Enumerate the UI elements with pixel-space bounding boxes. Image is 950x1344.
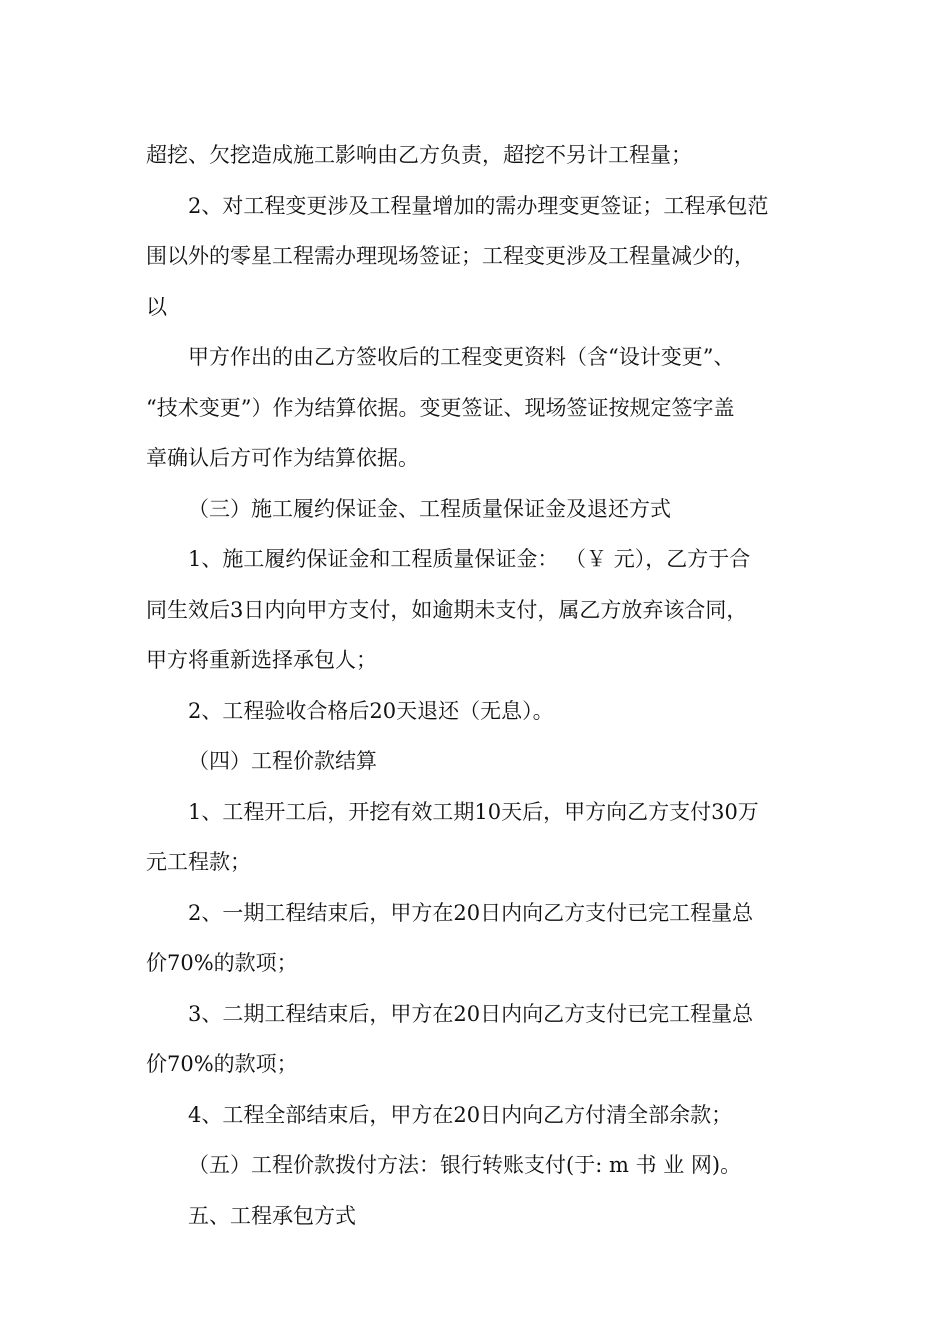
- paragraph-line: 超挖、欠挖造成施工影响由乙方负责，超挖不另计工程量；: [146, 143, 692, 167]
- paragraph-line: 3、二期工程结束后，甲方在20日内向乙方支付已完工程量总: [188, 1001, 754, 1026]
- section-heading: （三）施工履约保证金、工程质量保证金及退还方式: [188, 496, 671, 521]
- paragraph-line: 价70%的款项；: [146, 1052, 298, 1076]
- paragraph-line: 4、工程全部结束后，甲方在20日内向乙方付清全部余款；: [188, 1102, 733, 1127]
- section-heading: 五、工程承包方式: [188, 1203, 356, 1228]
- paragraph-line: 2、一期工程结束后，甲方在20日内向乙方支付已完工程量总: [188, 900, 754, 925]
- paragraph-line: 同生效后3日内向甲方支付，如逾期未支付，属乙方放弃该合同，: [146, 597, 748, 622]
- paragraph-line: “技术变更”）作为结算依据。变更签证、现场签证按规定签字盖: [146, 395, 735, 420]
- paragraph-line: 2、工程验收合格后20天退还（无息）。: [188, 698, 554, 723]
- paragraph-line: 1、工程开工后，开挖有效工期10天后，甲方向乙方支付30万: [188, 799, 759, 824]
- paragraph-line: 章确认后方可作为结算依据。: [146, 446, 419, 470]
- section-heading: （四）工程价款结算: [188, 749, 377, 773]
- paragraph-line: 甲方作出的由乙方签收后的工程变更资料（含“设计变更”、: [188, 345, 735, 369]
- section-heading: （五）工程价款拨付方法：银行转账支付(于: m 书 业 网)。: [188, 1153, 742, 1177]
- paragraph-line: 1、施工履约保证金和工程质量保证金： （￥ 元），乙方于合: [188, 547, 751, 571]
- paragraph-line: 甲方将重新选择承包人；: [146, 648, 377, 672]
- paragraph-line: 价70%的款项；: [146, 951, 298, 975]
- paragraph-line: 以: [146, 294, 167, 319]
- paragraph-line: 围以外的零星工程需办理现场签证；工程变更涉及工程量减少的，: [146, 244, 755, 268]
- paragraph-line: 2、对工程变更涉及工程量增加的需办理变更签证；工程承包范: [188, 193, 769, 218]
- paragraph-line: 元工程款；: [146, 850, 251, 874]
- document-body: [146, 130, 808, 1241]
